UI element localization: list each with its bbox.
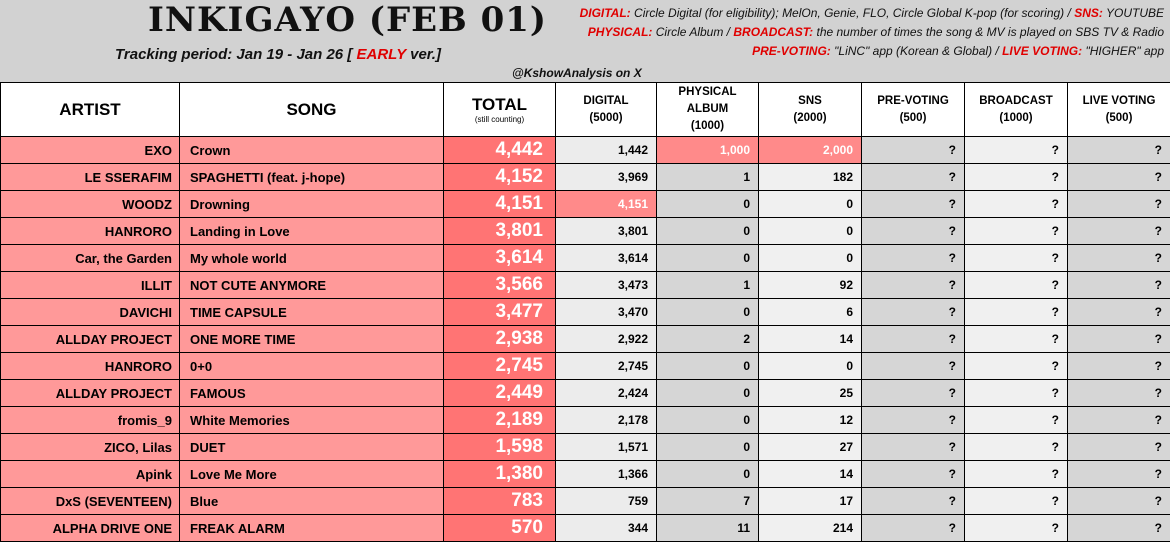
cell-song: Drowning bbox=[180, 191, 444, 218]
page-title: INKIGAYO (FEB 01) bbox=[148, 0, 547, 40]
cell-digital: 344 bbox=[556, 515, 657, 542]
cell-pre: ? bbox=[862, 218, 965, 245]
cell-song: SPAGHETTI (feat. j-hope) bbox=[180, 164, 444, 191]
col-header-song: SONG bbox=[180, 83, 444, 137]
cell-total: 783 bbox=[444, 488, 556, 515]
col-header-prevoting bbox=[862, 83, 965, 137]
cell-song: FAMOUS bbox=[180, 380, 444, 407]
cell-broadcast: ? bbox=[965, 488, 1068, 515]
livevoting-text: "HIGHER" app bbox=[1085, 44, 1164, 58]
cell-pre: ? bbox=[862, 272, 965, 299]
cell-physical: 0 bbox=[657, 353, 759, 380]
sns-header-max: (2000) bbox=[759, 110, 861, 127]
cell-broadcast: ? bbox=[965, 272, 1068, 299]
cell-live: ? bbox=[1068, 488, 1170, 515]
cell-artist: LE SSERAFIM bbox=[1, 164, 180, 191]
cell-sns: 0 bbox=[759, 353, 862, 380]
cell-live: ? bbox=[1068, 191, 1170, 218]
cell-sns: 17 bbox=[759, 488, 862, 515]
author-handle: @KshowAnalysis on X bbox=[512, 66, 642, 80]
cell-song: DUET bbox=[180, 434, 444, 461]
cell-physical: 2 bbox=[657, 326, 759, 353]
col-header-artist: ARTIST bbox=[1, 83, 180, 137]
table-row bbox=[1, 326, 1170, 353]
cell-song: FREAK ALARM bbox=[180, 515, 444, 542]
total-label: TOTAL bbox=[444, 95, 555, 115]
cell-physical: 0 bbox=[657, 245, 759, 272]
cell-song: NOT CUTE ANYMORE bbox=[180, 272, 444, 299]
cell-sns: 25 bbox=[759, 380, 862, 407]
cell-song: Blue bbox=[180, 488, 444, 515]
cell-sns: 214 bbox=[759, 515, 862, 542]
table-row bbox=[1, 515, 1170, 542]
physical-header-label-2: ALBUM bbox=[657, 101, 758, 118]
cell-pre: ? bbox=[862, 326, 965, 353]
cell-total: 3,614 bbox=[444, 245, 556, 272]
sns-header-label: SNS bbox=[759, 93, 861, 110]
cell-pre: ? bbox=[862, 164, 965, 191]
prevoting-label: PRE-VOTING: bbox=[752, 44, 831, 58]
cell-digital: 1,442 bbox=[556, 137, 657, 164]
cell-artist: ALLDAY PROJECT bbox=[1, 326, 180, 353]
cell-total: 4,442 bbox=[444, 137, 556, 164]
cell-broadcast: ? bbox=[965, 461, 1068, 488]
table-row bbox=[1, 407, 1170, 434]
cell-pre: ? bbox=[862, 515, 965, 542]
cell-total: 1,598 bbox=[444, 434, 556, 461]
tracking-prefix: Tracking period: Jan 19 - Jan 26 [ bbox=[115, 46, 352, 63]
cell-digital: 3,614 bbox=[556, 245, 657, 272]
sns-label: SNS: bbox=[1074, 6, 1103, 20]
cell-sns: 0 bbox=[759, 218, 862, 245]
cell-song: 0+0 bbox=[180, 353, 444, 380]
table-row bbox=[1, 461, 1170, 488]
cell-sns: 14 bbox=[759, 461, 862, 488]
digital-header-max: (5000) bbox=[556, 110, 656, 127]
prevoting-header-max: (500) bbox=[862, 110, 964, 127]
table-row bbox=[1, 137, 1170, 164]
cell-total: 2,745 bbox=[444, 353, 556, 380]
cell-physical: 0 bbox=[657, 218, 759, 245]
info-line-physical bbox=[588, 25, 1164, 39]
cell-artist: HANRORO bbox=[1, 353, 180, 380]
cell-physical: 1 bbox=[657, 272, 759, 299]
cell-digital: 2,178 bbox=[556, 407, 657, 434]
cell-song: Love Me More bbox=[180, 461, 444, 488]
table-row bbox=[1, 272, 1170, 299]
cell-digital: 3,473 bbox=[556, 272, 657, 299]
cell-digital: 2,745 bbox=[556, 353, 657, 380]
cell-digital: 759 bbox=[556, 488, 657, 515]
cell-artist: Car, the Garden bbox=[1, 245, 180, 272]
cell-total: 3,566 bbox=[444, 272, 556, 299]
cell-total: 3,801 bbox=[444, 218, 556, 245]
cell-sns: 14 bbox=[759, 326, 862, 353]
cell-digital: 1,571 bbox=[556, 434, 657, 461]
cell-pre: ? bbox=[862, 191, 965, 218]
cell-physical: 0 bbox=[657, 191, 759, 218]
cell-total: 2,189 bbox=[444, 407, 556, 434]
cell-broadcast: ? bbox=[965, 299, 1068, 326]
cell-song: My whole world bbox=[180, 245, 444, 272]
info-line-digital bbox=[580, 6, 1164, 20]
cell-live: ? bbox=[1068, 299, 1170, 326]
cell-artist: Apink bbox=[1, 461, 180, 488]
cell-live: ? bbox=[1068, 380, 1170, 407]
cell-total: 4,152 bbox=[444, 164, 556, 191]
cell-broadcast: ? bbox=[965, 407, 1068, 434]
info-line-voting bbox=[752, 44, 1164, 58]
digital-header-label: DIGITAL bbox=[556, 93, 656, 110]
table-row bbox=[1, 218, 1170, 245]
cell-physical: 1,000 bbox=[657, 137, 759, 164]
tracking-period bbox=[115, 46, 441, 63]
broadcast-text: the number of times the song & MV is played on SBS TV & Radio bbox=[816, 25, 1164, 39]
cell-broadcast: ? bbox=[965, 218, 1068, 245]
cell-broadcast: ? bbox=[965, 353, 1068, 380]
sns-text: YOUTUBE bbox=[1106, 6, 1164, 20]
cell-broadcast: ? bbox=[965, 245, 1068, 272]
cell-digital: 4,151 bbox=[556, 191, 657, 218]
col-header-total bbox=[444, 83, 556, 137]
cell-live: ? bbox=[1068, 137, 1170, 164]
table-row bbox=[1, 164, 1170, 191]
cell-digital: 2,922 bbox=[556, 326, 657, 353]
cell-live: ? bbox=[1068, 515, 1170, 542]
physical-header-label-1: PHYSICAL bbox=[657, 84, 758, 101]
cell-artist: HANRORO bbox=[1, 218, 180, 245]
cell-artist: fromis_9 bbox=[1, 407, 180, 434]
table-row bbox=[1, 191, 1170, 218]
cell-pre: ? bbox=[862, 299, 965, 326]
table-row bbox=[1, 380, 1170, 407]
cell-total: 570 bbox=[444, 515, 556, 542]
broadcast-header-label: BROADCAST bbox=[965, 93, 1067, 110]
cell-digital: 3,969 bbox=[556, 164, 657, 191]
table-row bbox=[1, 245, 1170, 272]
cell-pre: ? bbox=[862, 380, 965, 407]
cell-artist: EXO bbox=[1, 137, 180, 164]
cell-song: Landing in Love bbox=[180, 218, 444, 245]
physical-label: PHYSICAL: bbox=[588, 25, 653, 39]
col-header-sns bbox=[759, 83, 862, 137]
cell-sns: 27 bbox=[759, 434, 862, 461]
cell-digital: 2,424 bbox=[556, 380, 657, 407]
prevoting-header-label: PRE-VOTING bbox=[862, 93, 964, 110]
cell-physical: 11 bbox=[657, 515, 759, 542]
table-row bbox=[1, 488, 1170, 515]
col-header-physical bbox=[657, 83, 759, 137]
cell-sns: 6 bbox=[759, 299, 862, 326]
cell-total: 3,477 bbox=[444, 299, 556, 326]
cell-song: White Memories bbox=[180, 407, 444, 434]
cell-broadcast: ? bbox=[965, 191, 1068, 218]
cell-broadcast: ? bbox=[965, 326, 1068, 353]
cell-sns: 0 bbox=[759, 191, 862, 218]
cell-sns: 182 bbox=[759, 164, 862, 191]
prevoting-text: "LiNC" app (Korean & Global) / bbox=[834, 44, 999, 58]
physical-text: Circle Album / bbox=[656, 25, 730, 39]
cell-artist: ALPHA DRIVE ONE bbox=[1, 515, 180, 542]
tracking-early-tag: EARLY bbox=[356, 46, 405, 63]
cell-total: 2,938 bbox=[444, 326, 556, 353]
cell-broadcast: ? bbox=[965, 164, 1068, 191]
cell-broadcast: ? bbox=[965, 434, 1068, 461]
cell-sns: 12 bbox=[759, 407, 862, 434]
broadcast-header-max: (1000) bbox=[965, 110, 1067, 127]
total-sublabel: (still counting) bbox=[444, 115, 555, 125]
cell-pre: ? bbox=[862, 245, 965, 272]
cell-live: ? bbox=[1068, 434, 1170, 461]
table-row bbox=[1, 353, 1170, 380]
col-header-livevoting bbox=[1068, 83, 1170, 137]
cell-physical: 0 bbox=[657, 380, 759, 407]
cell-digital: 3,470 bbox=[556, 299, 657, 326]
digital-label: DIGITAL: bbox=[580, 6, 631, 20]
cell-physical: 7 bbox=[657, 488, 759, 515]
broadcast-label: BROADCAST: bbox=[733, 25, 813, 39]
cell-total: 2,449 bbox=[444, 380, 556, 407]
cell-total: 1,380 bbox=[444, 461, 556, 488]
col-header-digital bbox=[556, 83, 657, 137]
table-header-row bbox=[1, 83, 1170, 137]
cell-artist: WOODZ bbox=[1, 191, 180, 218]
cell-sns: 0 bbox=[759, 245, 862, 272]
cell-live: ? bbox=[1068, 407, 1170, 434]
header-panel bbox=[0, 0, 1170, 82]
cell-physical: 0 bbox=[657, 299, 759, 326]
physical-header-max: (1000) bbox=[657, 118, 758, 135]
cell-live: ? bbox=[1068, 164, 1170, 191]
cell-pre: ? bbox=[862, 488, 965, 515]
cell-artist: ALLDAY PROJECT bbox=[1, 380, 180, 407]
cell-broadcast: ? bbox=[965, 380, 1068, 407]
cell-digital: 3,801 bbox=[556, 218, 657, 245]
cell-digital: 1,366 bbox=[556, 461, 657, 488]
cell-sns: 2,000 bbox=[759, 137, 862, 164]
cell-artist: DxS (SEVENTEEN) bbox=[1, 488, 180, 515]
cell-live: ? bbox=[1068, 353, 1170, 380]
cell-artist: ILLIT bbox=[1, 272, 180, 299]
cell-total: 4,151 bbox=[444, 191, 556, 218]
cell-pre: ? bbox=[862, 353, 965, 380]
cell-broadcast: ? bbox=[965, 137, 1068, 164]
tracking-suffix: ver.] bbox=[410, 46, 441, 63]
livevoting-header-max: (500) bbox=[1068, 110, 1170, 127]
digital-text: Circle Digital (for eligibility); MelOn, Genie, FLO, Circle Global K-pop (for scoring) / bbox=[634, 6, 1071, 20]
cell-song: ONE MORE TIME bbox=[180, 326, 444, 353]
cell-live: ? bbox=[1068, 272, 1170, 299]
cell-live: ? bbox=[1068, 326, 1170, 353]
cell-physical: 0 bbox=[657, 407, 759, 434]
score-table bbox=[0, 82, 1170, 542]
cell-broadcast: ? bbox=[965, 515, 1068, 542]
cell-physical: 0 bbox=[657, 434, 759, 461]
cell-pre: ? bbox=[862, 407, 965, 434]
cell-pre: ? bbox=[862, 461, 965, 488]
table-row bbox=[1, 434, 1170, 461]
cell-live: ? bbox=[1068, 218, 1170, 245]
cell-song: TIME CAPSULE bbox=[180, 299, 444, 326]
cell-song: Crown bbox=[180, 137, 444, 164]
cell-physical: 0 bbox=[657, 461, 759, 488]
cell-artist: DAVICHI bbox=[1, 299, 180, 326]
col-header-broadcast bbox=[965, 83, 1068, 137]
cell-physical: 1 bbox=[657, 164, 759, 191]
cell-sns: 92 bbox=[759, 272, 862, 299]
cell-pre: ? bbox=[862, 137, 965, 164]
livevoting-label: LIVE VOTING: bbox=[1002, 44, 1082, 58]
cell-artist: ZICO, Lilas bbox=[1, 434, 180, 461]
cell-pre: ? bbox=[862, 434, 965, 461]
livevoting-header-label: LIVE VOTING bbox=[1068, 93, 1170, 110]
cell-live: ? bbox=[1068, 461, 1170, 488]
cell-live: ? bbox=[1068, 245, 1170, 272]
table-row bbox=[1, 299, 1170, 326]
